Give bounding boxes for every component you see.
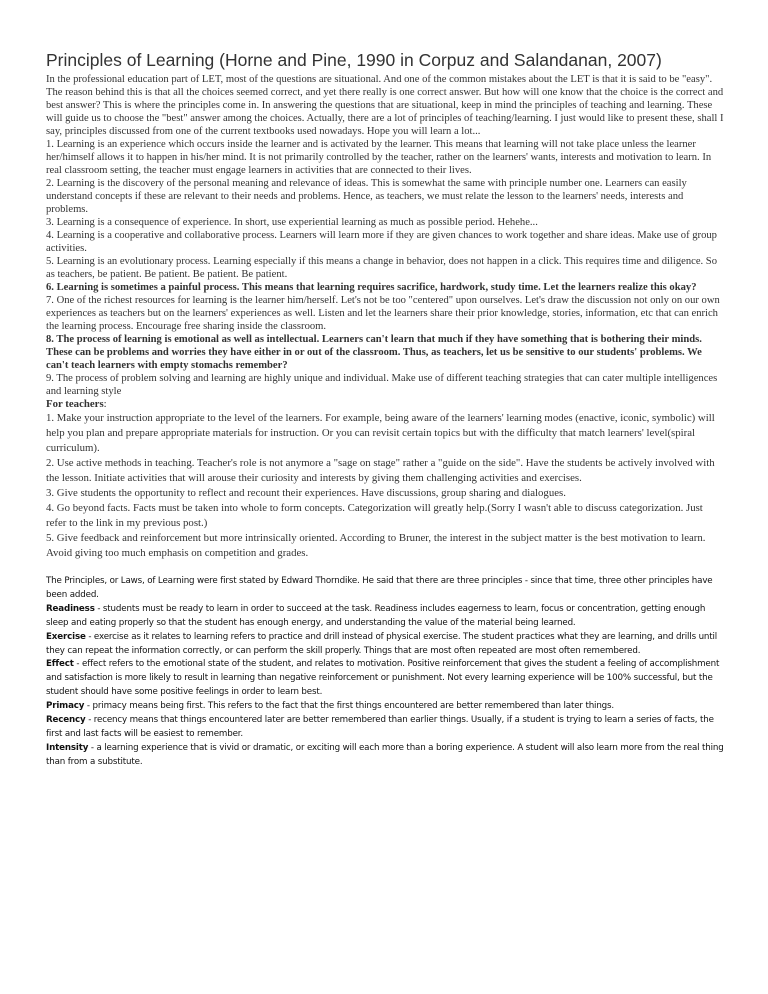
law-text: - students must be ready to learn in order to succeed at the task. Readiness includes eagerness to learn, focus or concentration, getting enough sleep and eating properly so that the student has enough energy, and understanding the value of the material being learned. bbox=[46, 603, 706, 628]
law-item bbox=[46, 742, 724, 770]
laws-section bbox=[46, 575, 724, 770]
law-item bbox=[46, 631, 724, 659]
teachers-heading bbox=[46, 398, 724, 411]
law-item bbox=[46, 658, 724, 700]
principle-item: 9. The process of problem solving and learning are highly unique and individual. Make use of different teaching strategies that can cater multiple intelligences and learning style bbox=[46, 373, 718, 397]
principle-item: 4. Learning is a cooperative and collaborative process. Learners will learn more if they are given chances to work together and share ideas. Make use of group activities. bbox=[46, 230, 717, 254]
intro-paragraph: In the professional education part of LET, most of the questions are situational. And one of the common mistakes about the LET is that it is said to be "easy". The reason behind this is that all the choices seemed correct, and yet there really is one correct answer. But how will one know that the choice is the correct and best answer? This is where the principles come in. In answering the questions that are situational, keep in mind the principles of teaching and learning. These will guide us to choose the "best" answer among the choices. Actually, there are a lot of principles of teaching/learning. I just would like to present these, shall I say, principles discussed from one of the current textbooks used nowadays. Hope you will learn a lot... bbox=[46, 74, 724, 137]
teacher-tip: 1. Make your instruction appropriate to the level of the learners. For example, being aware of the learners' learning modes (enactive, iconic, symbolic) will help you plan and prepare appropriate materials for instruction. Or you can revisit certain topics but with the difficulty that match learners' level(spiral curriculum). bbox=[46, 412, 715, 454]
page-title: Principles of Learning (Horne and Pine, 1990 in Corpuz and Salandanan, 2007) bbox=[46, 50, 662, 70]
law-text: - a learning experience that is vivid or dramatic, or exciting will each more than a boring experience. A student will also learn more from the real thing than from a substitute. bbox=[46, 742, 724, 767]
teachers-heading-text: For teachers bbox=[46, 398, 104, 410]
principle-item: 3. Learning is a consequence of experience. In short, use experiential learning as much as possible period. Hehehe... bbox=[46, 217, 538, 228]
law-item bbox=[46, 603, 724, 631]
law-term: Effect bbox=[46, 659, 74, 670]
principle-item: 7. One of the richest resources for learning is the learner him/herself. Let's not be too "centered" upon ourselves. Let's draw the discussion not only on our own experiences as teachers but on the learners' experiences as well. Listen and let the learners share their prior knowledge, stories, information, etc that can enrich the learning process. Encourage free sharing inside the classroom. bbox=[46, 295, 720, 332]
law-term: Readiness bbox=[46, 603, 95, 614]
principle-item: 5. Learning is an evolutionary process. Learning especially if this means a change in behavior, does not happen in a click. This requires time and diligence. So as teachers, be patient. Be patient. Be patient. Be patient. bbox=[46, 256, 718, 280]
principles-section bbox=[46, 73, 724, 561]
principle-item: 1. Learning is an experience which occurs inside the learner and is activated by the learner. This means that learning will not take place unless the learner her/himself allows it to happen in his/her mind. It is not primarily controlled by the teacher, rather on the learners' wants, interests and motivation to learn. In real classroom setting, the teacher must engage learners in activities that are connected to their lives. bbox=[46, 139, 712, 176]
law-text: - effect refers to the emotional state of the student, and relates to motivation. Positive reinforcement that gives the student a feeling of accomplishment and satisfaction is more likely to result in learning than negative reinforcement or punishment. Not every learning experience will be 100% successful, but the student should have some positive feelings in order to learn best. bbox=[46, 659, 720, 698]
teacher-tip: 5. Give feedback and reinforcement but more intrinsically oriented. According to Bruner, the interest in the subject matter is the best motivation to learn. Avoid giving too much emphasis on competition and grades. bbox=[46, 532, 706, 559]
law-text: - exercise as it relates to learning refers to practice and drill instead of physical exercise. The student practices what they are learning, and drills until they can repeat the information correctly, or can perform the skill properly. Things that are most often repeated are most often remembered. bbox=[46, 631, 718, 656]
law-item bbox=[46, 700, 724, 714]
teacher-tip: 2. Use active methods in teaching. Teacher's role is not anymore a "sage on stage" rather a "guide on the side". Have the students be actively involved with the lesson. Initiate activities that will arouse their curiosity and interests by giving them challenging activities and exercises. bbox=[46, 457, 715, 484]
law-term: Primacy bbox=[46, 701, 85, 712]
law-text: - recency means that things encountered later are better remembered than earlier things. Usually, if a student is trying to learn a series of facts, the first and last facts will be easiest to remember. bbox=[46, 715, 714, 739]
principle-item: 2. Learning is the discovery of the personal meaning and relevance of ideas. This is somewhat the same with principle number one. Learners can easily understand concepts if these are relevant to their needs and problems. Hence, as teachers, we must relate the lesson to the learners' needs, interests and problems. bbox=[46, 178, 687, 215]
laws-intro: The Principles, or Laws, of Learning were first stated by Edward Thorndike. He said that there are three principles - since that time, three other principles have been added. bbox=[46, 576, 713, 600]
teachers-heading-colon: : bbox=[103, 398, 107, 410]
principle-item: 6. Learning is sometimes a painful process. This means that learning requires sacrifice, hardwork, study time. Let the learners realize this okay? bbox=[46, 282, 697, 293]
law-term: Recency bbox=[46, 715, 86, 726]
teacher-tip: 3. Give students the opportunity to reflect and recount their experiences. Have discussions, group sharing and dialogues. bbox=[46, 487, 566, 499]
law-text: - primacy means being first. This refers to the fact that the first things encountered are better remembered than later things. bbox=[84, 701, 615, 712]
law-term: Exercise bbox=[46, 631, 86, 642]
law-term: Intensity bbox=[46, 742, 89, 753]
principle-item: 8. The process of learning is emotional as well as intellectual. Learners can't learn that much if they have something that is bothering their minds. These can be problems and worries they have either in or out of the classroom. Thus, as teachers, let us be sensitive to our students' problems. We can't teach learners with empty stomachs remember? bbox=[46, 334, 702, 371]
teacher-tip: 4. Go beyond facts. Facts must be taken into whole to form concepts. Categorization will greatly help.(Sorry I wasn't able to discuss categorization. Just refer to the link in my previous post.) bbox=[46, 502, 703, 529]
law-item bbox=[46, 714, 724, 742]
teachers-section bbox=[46, 398, 724, 561]
